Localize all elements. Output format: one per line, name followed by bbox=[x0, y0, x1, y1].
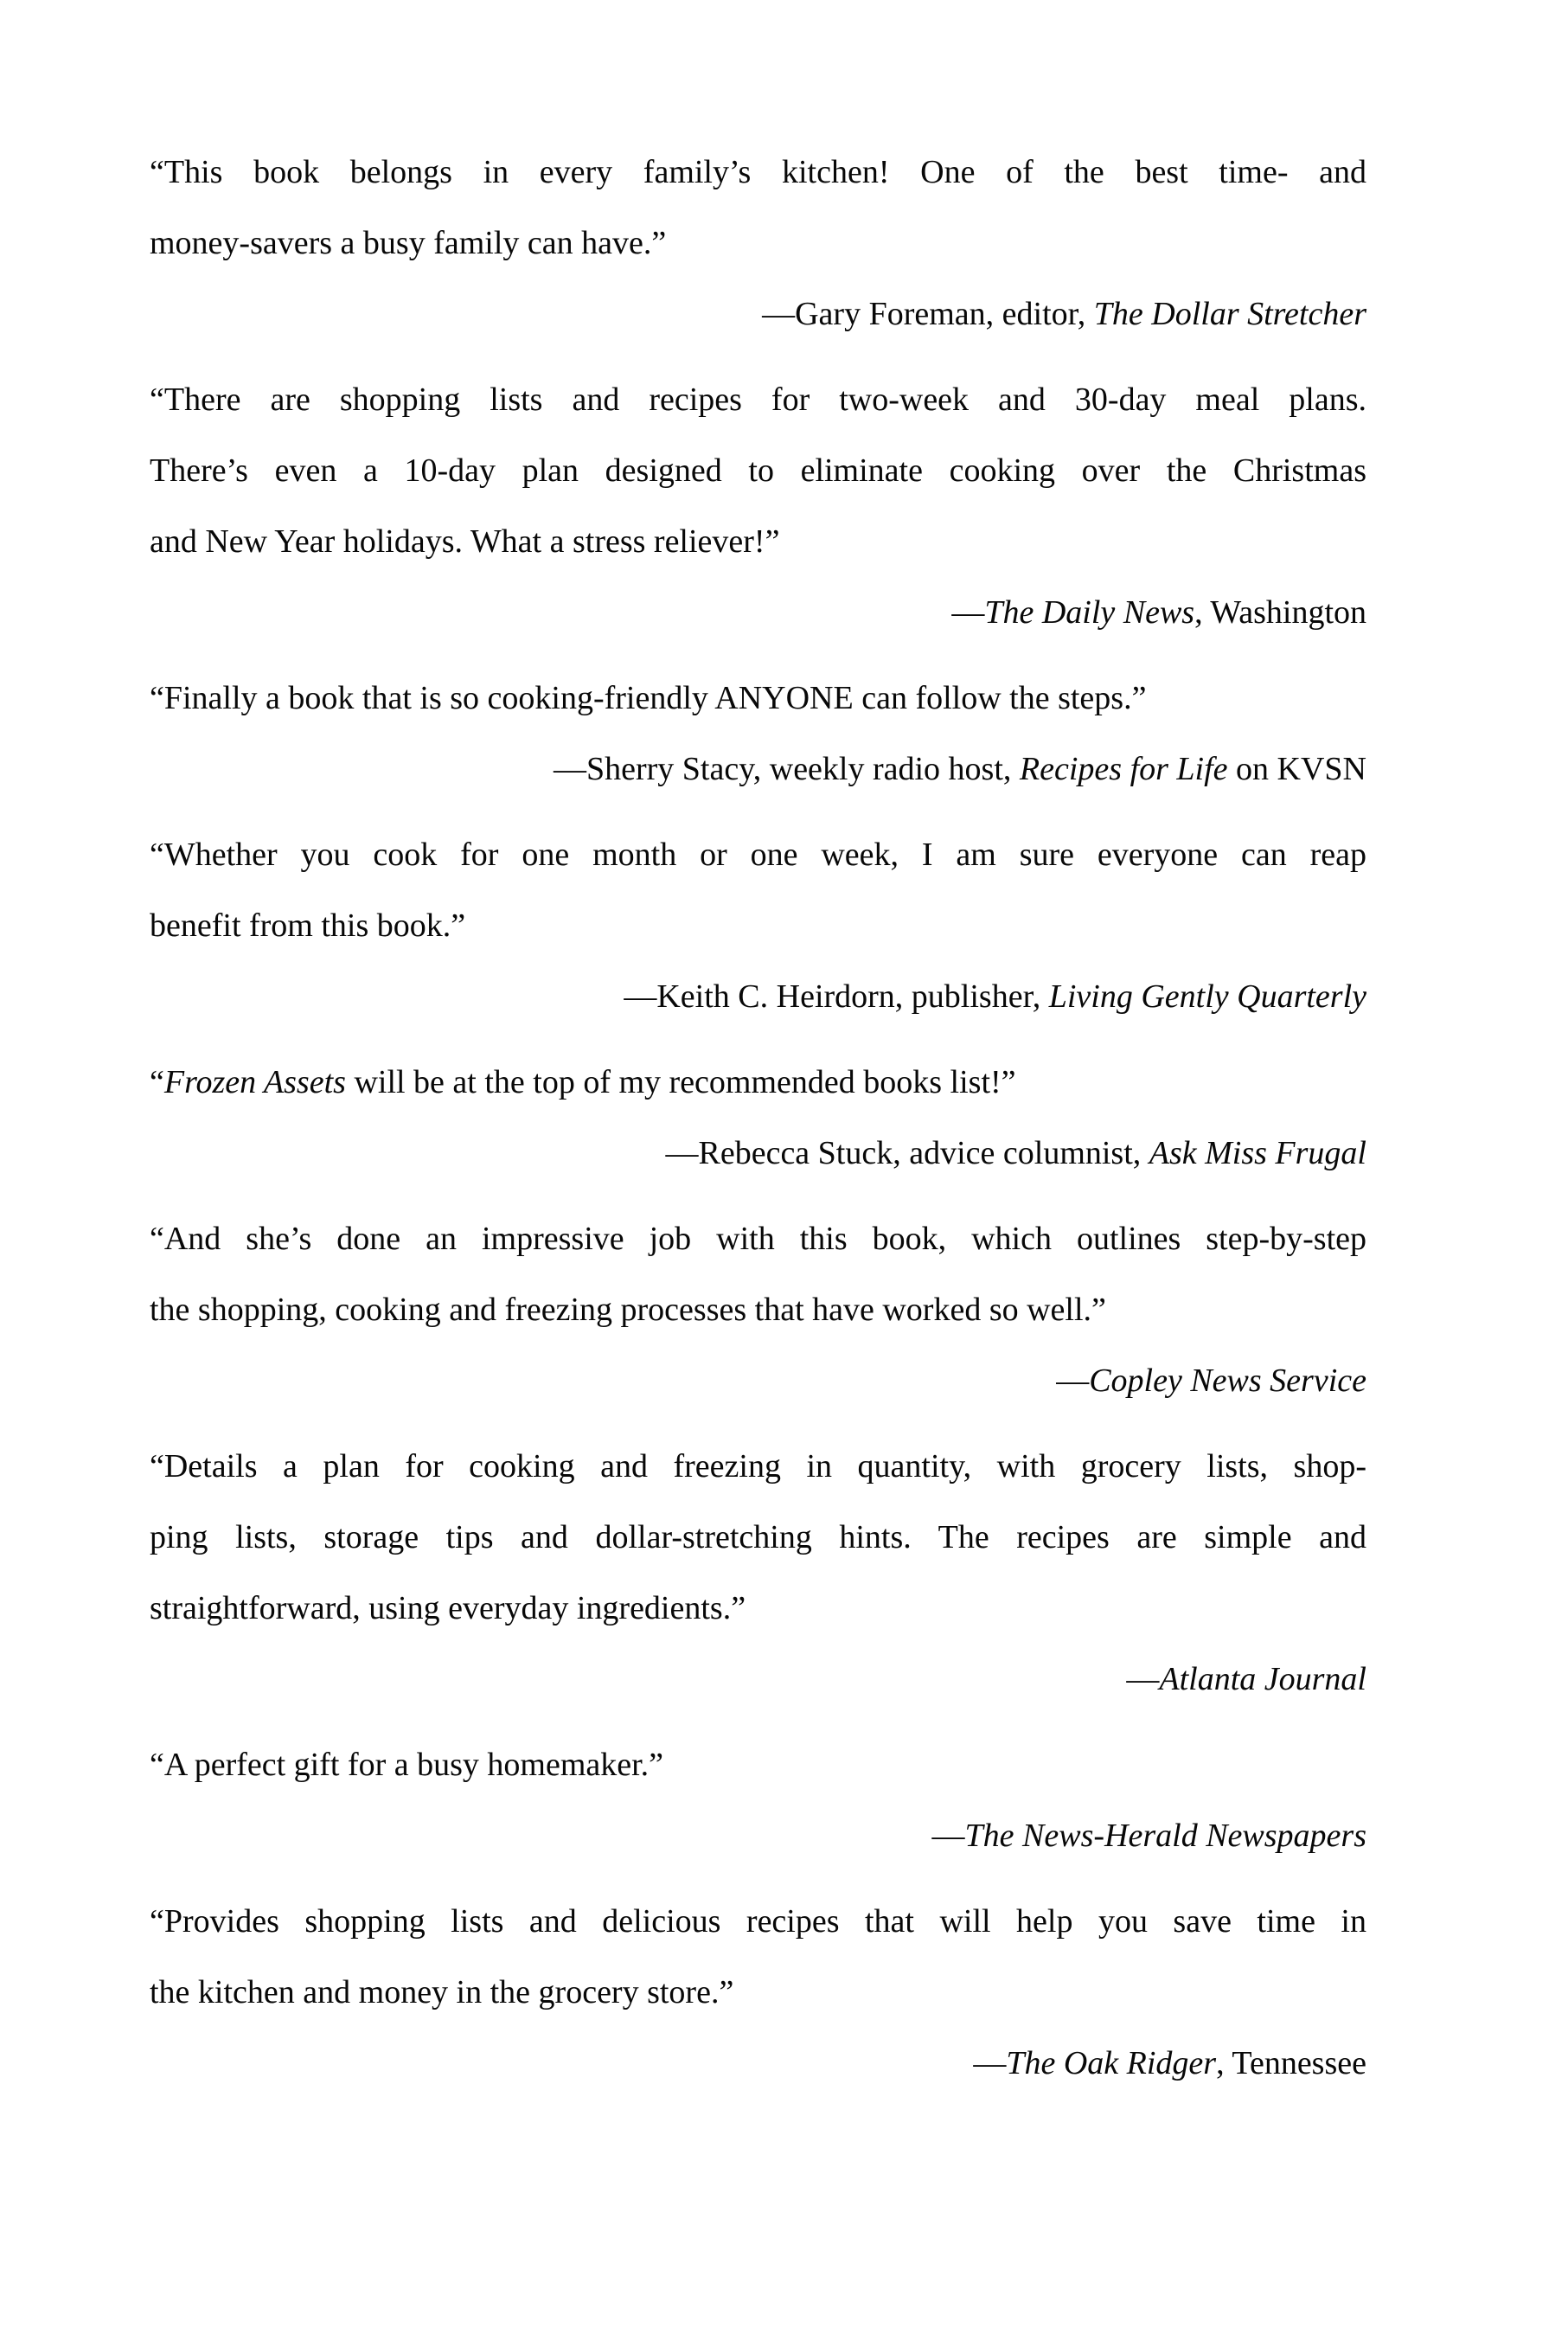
attribution-text: — bbox=[951, 594, 985, 631]
publication-name-italic: The Daily News bbox=[984, 594, 1195, 631]
quote-line bbox=[150, 1729, 1366, 1800]
quote-line bbox=[150, 435, 1366, 506]
publication-name-italic: The News-Herald Newspapers bbox=[964, 1818, 1366, 1854]
quote-attribution bbox=[150, 734, 1366, 805]
attribution-text: , Tennessee bbox=[1216, 2045, 1366, 2081]
quote-text: “This book belongs in every family’s kitchen! One of the best time- and bbox=[150, 154, 1366, 190]
quote-text: “ bbox=[150, 1064, 164, 1100]
quote-attribution bbox=[150, 279, 1366, 349]
publication-name-italic: Living Gently Quarterly bbox=[1048, 978, 1366, 1015]
attribution-text: — bbox=[973, 2045, 1007, 2081]
quote-attribution bbox=[150, 577, 1366, 648]
quote-line bbox=[150, 890, 1366, 961]
testimonial-quote bbox=[150, 1729, 1366, 1871]
attribution-text: — bbox=[1126, 1661, 1160, 1697]
quotes-list bbox=[150, 137, 1366, 2099]
quote-line bbox=[150, 1047, 1366, 1118]
attribution-text: —Keith C. Heirdorn, publisher, bbox=[624, 978, 1049, 1015]
attribution-text: on KVSN bbox=[1227, 751, 1366, 787]
publication-name-italic: Recipes for Life bbox=[1019, 751, 1228, 787]
quote-text: “And she’s done an impressive job with this book, which outlines step-by-step bbox=[150, 1221, 1366, 1257]
quote-line bbox=[150, 364, 1366, 435]
testimonial-quote bbox=[150, 1203, 1366, 1416]
attribution-text: —Gary Foreman, editor, bbox=[762, 296, 1094, 332]
attribution-text: — bbox=[931, 1818, 965, 1854]
quote-line bbox=[150, 1274, 1366, 1345]
testimonial-quote bbox=[150, 663, 1366, 805]
quote-attribution bbox=[150, 1800, 1366, 1871]
testimonial-quote bbox=[150, 819, 1366, 1032]
quote-line bbox=[150, 1886, 1366, 1957]
quote-line bbox=[150, 137, 1366, 208]
quote-text: and New Year holidays. What a stress reliever!” bbox=[150, 523, 780, 560]
quote-text: “Whether you cook for one month or one week, I am sure everyone can reap bbox=[150, 837, 1366, 873]
book-title-italic: Frozen Assets bbox=[163, 1064, 346, 1100]
quote-line bbox=[150, 1957, 1366, 2028]
attribution-text: — bbox=[1056, 1363, 1090, 1399]
quote-text: “Details a plan for cooking and freezing in quantity, with grocery lists, shop- bbox=[150, 1448, 1366, 1485]
quote-attribution bbox=[150, 1118, 1366, 1189]
quote-text: money-savers a busy family can have.” bbox=[150, 225, 667, 261]
quote-attribution bbox=[150, 1644, 1366, 1715]
attribution-text: —Sherry Stacy, weekly radio host, bbox=[553, 751, 1020, 787]
testimonial-quote bbox=[150, 1431, 1366, 1715]
quote-line bbox=[150, 1502, 1366, 1573]
attribution-text: , Washington bbox=[1194, 594, 1366, 631]
quote-line bbox=[150, 1431, 1366, 1502]
publication-name-italic: Atlanta Journal bbox=[1159, 1661, 1366, 1697]
testimonial-quote bbox=[150, 1047, 1366, 1189]
quote-attribution bbox=[150, 961, 1366, 1032]
quote-line bbox=[150, 1573, 1366, 1644]
publication-name-italic: The Oak Ridger bbox=[1006, 2045, 1217, 2081]
quote-text: “There are shopping lists and recipes for two-week and 30-day meal plans. bbox=[150, 382, 1366, 418]
quote-attribution bbox=[150, 1345, 1366, 1416]
publication-name-italic: The Dollar Stretcher bbox=[1093, 296, 1366, 332]
publication-name-italic: Ask Miss Frugal bbox=[1149, 1135, 1366, 1171]
quote-text: There’s even a 10-day plan designed to eliminate cooking over the Christmas bbox=[150, 452, 1366, 489]
quote-line bbox=[150, 208, 1366, 279]
publication-name-italic: Copley News Service bbox=[1089, 1363, 1366, 1399]
quote-text: “A perfect gift for a busy homemaker.” bbox=[150, 1747, 664, 1783]
quote-line bbox=[150, 819, 1366, 890]
testimonial-quote bbox=[150, 137, 1366, 349]
testimonial-quote bbox=[150, 1886, 1366, 2099]
quote-text: straightforward, using everyday ingredients.” bbox=[150, 1590, 746, 1626]
testimonial-quote bbox=[150, 364, 1366, 648]
quote-text: “Finally a book that is so cooking-friendly ANYONE can follow the steps.” bbox=[150, 680, 1147, 716]
quote-line bbox=[150, 506, 1366, 577]
quote-text: the shopping, cooking and freezing processes that have worked so well.” bbox=[150, 1292, 1106, 1328]
quote-line bbox=[150, 1203, 1366, 1274]
quote-text: ping lists, storage tips and dollar-stretching hints. The recipes are simple and bbox=[150, 1519, 1366, 1555]
quote-text: benefit from this book.” bbox=[150, 907, 466, 944]
quote-text: “Provides shopping lists and delicious recipes that will help you save time in bbox=[150, 1903, 1366, 1940]
quote-text: the kitchen and money in the grocery store.” bbox=[150, 1974, 734, 2010]
quote-line bbox=[150, 663, 1366, 734]
attribution-text: —Rebecca Stuck, advice columnist, bbox=[665, 1135, 1149, 1171]
quote-text: will be at the top of my recommended books list!” bbox=[345, 1064, 1016, 1100]
quote-attribution bbox=[150, 2028, 1366, 2099]
